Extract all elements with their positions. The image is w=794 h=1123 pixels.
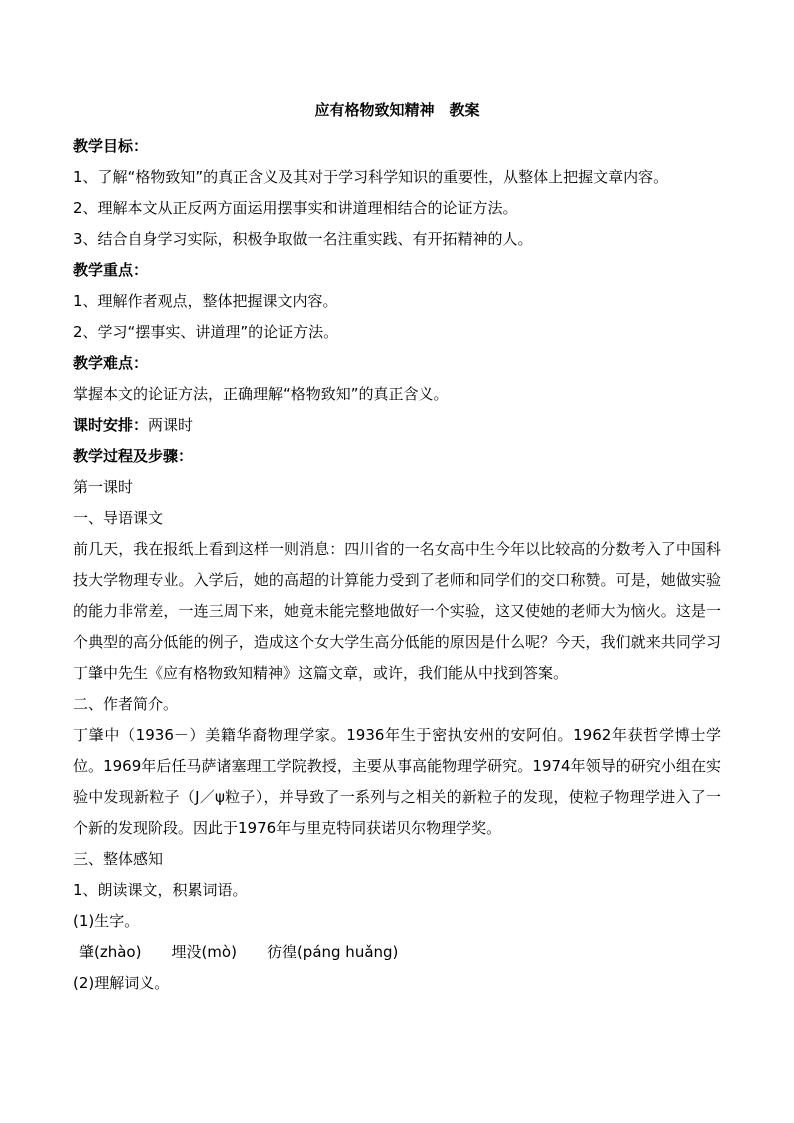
difficulties-text: 掌握本文的论证方法，正确理解“格物致知”的真正含义。	[73, 385, 449, 403]
document-title: 应有格物致知精神 教案	[314, 101, 480, 119]
sub-1: (1)生字。	[73, 912, 140, 930]
key-point-item-2: 2、学习“摆事实、讲道理”的论证方法。	[73, 323, 339, 341]
process-heading: 教学过程及步骤：	[73, 447, 194, 465]
key-points-heading: 教学重点：	[73, 261, 149, 279]
schedule-line	[73, 410, 721, 441]
sub-2: (2)理解词义。	[73, 974, 170, 992]
schedule-label: 课时安排：	[73, 416, 149, 434]
section-2-text: 丁肇中（1936－）美籍华裔物理学家。1936年生于密执安州的安阿伯。1962年获哲学博士学位。1969年后任马萨诸塞理工学院教授，主要从事高能物理学研究。1974年领导的研究小组在实验中发现新粒子（J／ψ粒子），并导致了一系列与之相关的新粒子的发现，使粒子物理学进入了一个新的发现阶段。因此于1976年与里克特同获诺贝尔物理学奖。	[73, 726, 721, 837]
goal-item-2: 2、理解本文从正反两方面运用摆事实和讲道理相结合的论证方法。	[73, 199, 518, 217]
section-1-text: 前几天，我在报纸上看到这样一则消息：四川省的一名女高中生今年以比较高的分数考入了中国科技大学物理专业。入学后，她的高超的计算能力受到了老师和同学们的交口称赞。可是，她做实验的能力非常差，一连三周下来，她竟未能完整地做好一个实验，这又使她的老师大为恼火。这是一个典型的高分低能的例子，造成这个女大学生高分低能的原因是什么呢？今天，我们就来共同学习丁肇中先生《应有格物致知精神》这篇文章，或许，我们能从中找到答案。	[73, 540, 721, 682]
schedule-value: 两课时	[148, 416, 194, 434]
goal-item-3: 3、结合自身学习实际，积极争取做一名注重实践、有开拓精神的人。	[73, 230, 533, 248]
goal-item-1: 1、了解“格物致知”的真正含义及其对于学习科学知识的重要性，从整体上把握文章内容。	[73, 168, 669, 186]
lesson-1-label: 第一课时	[73, 478, 134, 496]
section-3-title: 三、整体感知	[73, 850, 164, 868]
section-2-title: 二、作者简介。	[73, 695, 179, 713]
difficulties-heading: 教学难点：	[73, 354, 149, 372]
step-1: 1、朗读课文，积累词语。	[73, 881, 248, 899]
goals-heading: 教学目标：	[73, 137, 149, 155]
section-1-title: 一、导语课文	[73, 509, 164, 527]
key-point-item-1: 1、理解作者观点，整体把握课文内容。	[73, 292, 338, 310]
vocabulary-words: 肇(zhào) 埋没(mò) 彷徨(páng huǎng)	[79, 943, 399, 961]
document-body	[73, 131, 721, 999]
